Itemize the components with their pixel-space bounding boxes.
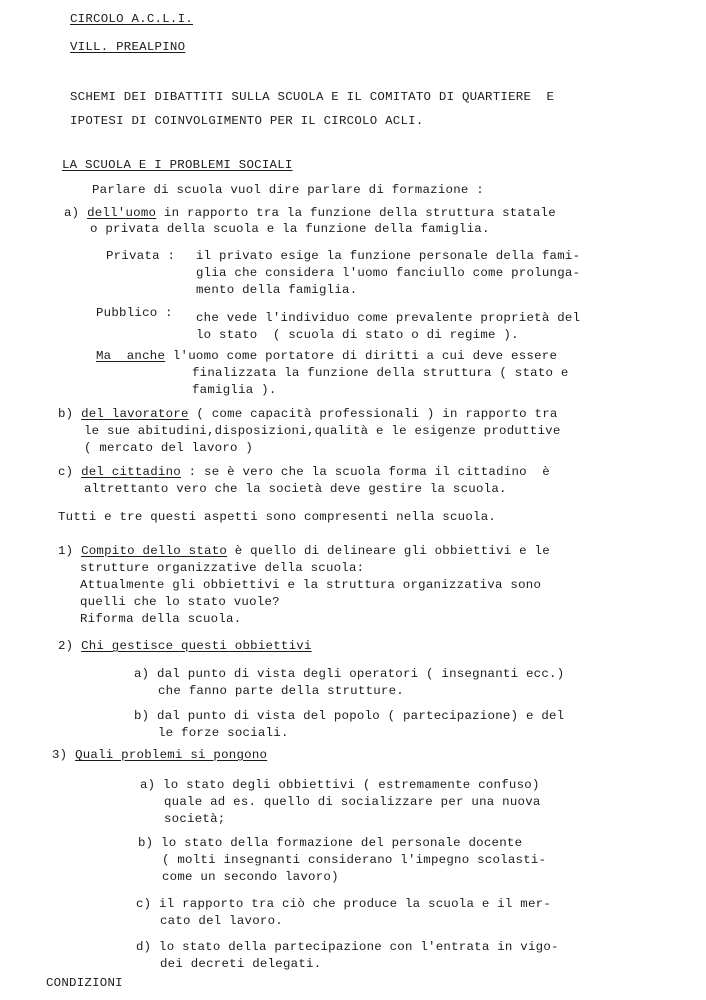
item-c-line2: altrettanto vero che la società deve gestire la scuola. <box>84 482 507 496</box>
point1-line2: strutture organizzative della scuola: <box>80 561 365 575</box>
privata-text1: il privato esige la funzione personale della fami- <box>196 249 581 263</box>
document-title-line2: IPOTESI DI COINVOLGIMENTO PER IL CIRCOLO ACLI. <box>70 114 424 128</box>
point3-marker: 3) <box>52 748 68 762</box>
point3-a-line3: società; <box>164 812 226 826</box>
point3-d-line1: d) lo stato della partecipazione con l'entrata in vigo- <box>136 940 559 954</box>
item-c-term: del cittadino <box>81 465 181 479</box>
item-a-line1 <box>64 206 556 221</box>
point3-a-line1: a) lo stato degli obbiettivi ( estremamente confuso) <box>140 778 540 792</box>
intro-line: Parlare di scuola vuol dire parlare di formazione : <box>92 183 484 197</box>
point3-b-line2: ( molti insegnanti considerano l'impegno scolasti- <box>162 853 547 867</box>
point2-a-line1: a) dal punto di vista degli operatori ( insegnanti ecc.) <box>134 667 565 681</box>
point1-line5: Riforma della scuola. <box>80 612 242 626</box>
point1-line4: quelli che lo stato vuole? <box>80 595 280 609</box>
point3-c-line1: c) il rapporto tra ciò che produce la scuola e il mer- <box>136 897 552 911</box>
point3-b-line1: b) lo stato della formazione del personale docente <box>138 836 523 850</box>
item-a-text1: in rapporto tra la funzione della struttura statale <box>156 206 556 220</box>
item-b-text1: ( come capacità professionali ) in rapporto tra <box>188 407 558 421</box>
point3-a-line2: quale ad es. quello di socializzare per una nuova <box>164 795 541 809</box>
section-heading: LA SCUOLA E I PROBLEMI SOCIALI <box>62 158 293 172</box>
item-b-line3: ( mercato del lavoro ) <box>84 441 254 455</box>
point3-b-line3: come un secondo lavoro) <box>162 870 339 884</box>
privata-text2: glia che considera l'uomo fanciullo come prolunga- <box>196 266 581 280</box>
pubblico-text1: che vede l'individuo come prevalente proprietà del <box>196 311 581 325</box>
item-b-line2: le sue abitudini,disposizioni,qualità e le esigenze produttive <box>84 424 561 438</box>
village-name: VILL. PREALPINO <box>70 40 186 54</box>
item-b-line1 <box>58 407 558 422</box>
ma-anche-text2: finalizzata la funzione della struttura ( stato e <box>192 366 569 380</box>
point1-line3: Attualmente gli obbiettivi e la struttura organizzativa sono <box>80 578 542 592</box>
point3-c-line2: cato del lavoro. <box>160 914 283 928</box>
item-b-marker: b) <box>58 407 74 421</box>
item-b-term: del lavoratore <box>81 407 189 421</box>
circle-name: CIRCOLO A.C.L.I. <box>70 12 193 26</box>
pubblico-label: Pubblico : <box>96 306 173 320</box>
point2-title: Chi gestisce questi obbiettivi <box>81 639 312 653</box>
item-a-line2: o privata della scuola e la funzione della famiglia. <box>90 222 490 236</box>
ma-anche-text3: famiglia ). <box>192 383 277 397</box>
item-c-text1: : se è vero che la scuola forma il cittadino è <box>180 465 550 479</box>
document-title-line1: SCHEMI DEI DIBATTITI SULLA SCUOLA E IL COMITATO DI QUARTIERE E <box>70 90 555 104</box>
item-a-term: dell'uomo <box>87 206 157 220</box>
ma-anche-label: Ma anche <box>96 349 166 363</box>
ma-anche-line1 <box>96 349 557 364</box>
item-c-line1 <box>58 465 550 480</box>
footer-word: CONDIZIONI <box>46 976 123 990</box>
summary-line: Tutti e tre questi aspetti sono compresenti nella scuola. <box>58 510 497 524</box>
privata-text3: mento della famiglia. <box>196 283 358 297</box>
item-a-marker: a) <box>64 206 80 220</box>
privata-label: Privata : <box>106 249 176 263</box>
point1-line1 <box>58 544 550 559</box>
point2-b-line2: le forze sociali. <box>158 726 289 740</box>
point2-line1 <box>58 639 312 654</box>
point3-title: Quali problemi si pongono <box>75 748 268 762</box>
point1-text1: è quello di delineare gli obbiettivi e le <box>227 544 550 558</box>
ma-anche-text1: l'uomo come portatore di diritti a cui deve essere <box>165 349 558 363</box>
item-c-marker: c) <box>58 465 74 479</box>
point1-marker: 1) <box>58 544 74 558</box>
pubblico-text2: lo stato ( scuola di stato o di regime ). <box>196 328 519 342</box>
point2-a-line2: che fanno parte della strutture. <box>158 684 404 698</box>
point3-d-line2: dei decreti delegati. <box>160 957 322 971</box>
point1-title: Compito dello stato <box>81 544 228 558</box>
point3-line1 <box>52 748 267 763</box>
point2-marker: 2) <box>58 639 74 653</box>
point2-b-line1: b) dal punto di vista del popolo ( partecipazione) e del <box>134 709 565 723</box>
